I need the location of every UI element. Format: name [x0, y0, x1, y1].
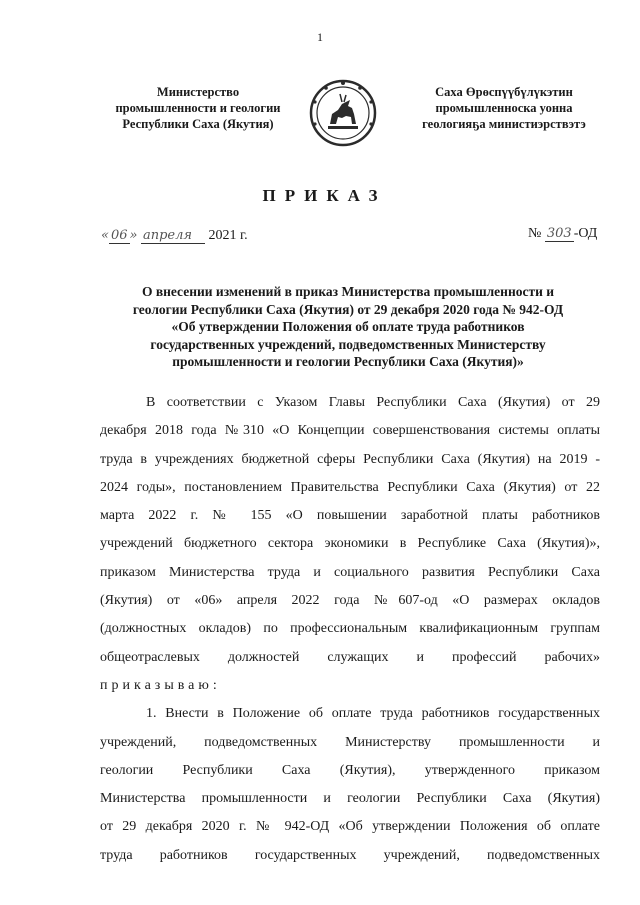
ministry-name-line: промышленноска уонна — [435, 101, 573, 115]
body-line: геологии Республики Саха (Якутия), утвержденного приказом — [100, 762, 600, 778]
ministry-name-yakut — [388, 84, 620, 132]
coat-of-arms-icon — [308, 78, 378, 148]
ministry-name-line: Республики Саха (Якутия) — [122, 117, 274, 131]
date-day: 06 — [110, 228, 128, 243]
ministry-name-russian — [98, 84, 298, 132]
heading-line: «Об утверждении Положения об оплате труда работников — [171, 319, 525, 334]
order-number-prefix: № — [528, 226, 542, 241]
body-line: труда работников государственных учреждений, подведомственных — [100, 847, 600, 863]
order-number-value: 303 — [546, 226, 572, 241]
ministry-name-line: Саха Өрөспүүбүлүкэтин — [435, 85, 573, 99]
date-open-quote: « — [101, 228, 109, 243]
body-line: (Якутия) от «06» апреля 2022 года №607-од «О размерах окладов — [100, 593, 600, 609]
heading-line: О внесении изменений в приказ Министерства промышленности и — [141, 284, 555, 299]
date-close-quote: » — [129, 228, 138, 243]
order-number-suffix: -ОД — [573, 226, 598, 241]
body-line: приказом Министерства труда и социального развития Республики Саха — [100, 564, 600, 580]
body-line: учреждений бюджетного сектора экономики в Республике Саха (Якутия)», — [100, 536, 600, 552]
body-line: декабря 2018 года №310 «О Концепции совершенствования системы оплаты — [100, 423, 600, 439]
order-number — [528, 226, 597, 242]
body-line: 1. Внести в Положение об оплате труда работников государственных — [146, 706, 600, 722]
page-number: 1 — [317, 30, 323, 44]
heading-line: государственных учреждений, подведомственных Министерству — [150, 336, 546, 352]
body-line: труда в учреждениях бюджетной сферы Республики Саха (Якутия) на 2019 - — [100, 451, 600, 467]
ministry-name-line: промышленности и геологии — [115, 101, 281, 115]
body-line: марта 2022 г. № 155 «О повышении заработной платы работников — [100, 508, 600, 524]
order-heading — [100, 283, 596, 371]
document-title: ПРИКАЗ — [262, 186, 387, 205]
body-line: 2024 годы», постановлением Правительства Республики Саха (Якутия) от 22 — [100, 479, 600, 495]
date-year: 2021 г. — [208, 228, 248, 243]
body-line: общеотраслевых должностей служащих и профессий рабочих» — [100, 649, 600, 665]
order-date — [101, 228, 248, 244]
heading-line: промышленности и геологии Республики Саха (Якутия)» — [172, 354, 524, 369]
heading-line: геологии Республики Саха (Якутия) от 29 декабря 2020 года № 942-ОД — [132, 301, 564, 317]
ministry-name-line: Министерство — [156, 85, 240, 99]
body-line: В соответствии с Указом Главы Республики Саха (Якутия) от 29 — [146, 395, 600, 410]
date-month: апреля — [141, 229, 205, 244]
body-line: Министерства промышленности и геологии Республики Саха (Якутия) — [100, 791, 600, 807]
ministry-name-line: геологияҕа министиэрствэтэ — [422, 117, 586, 131]
body-line-decree: приказываю: — [100, 677, 221, 693]
body-line: от 29 декабря 2020 г. № 942-ОД «Об утверждении Положения об оплате — [100, 819, 600, 835]
body-line: (должностных окладов) по профессиональным квалификационным группам — [100, 621, 600, 637]
order-body — [100, 389, 600, 870]
body-line: учреждений, подведомственных Министерству промышленности и — [100, 734, 600, 750]
